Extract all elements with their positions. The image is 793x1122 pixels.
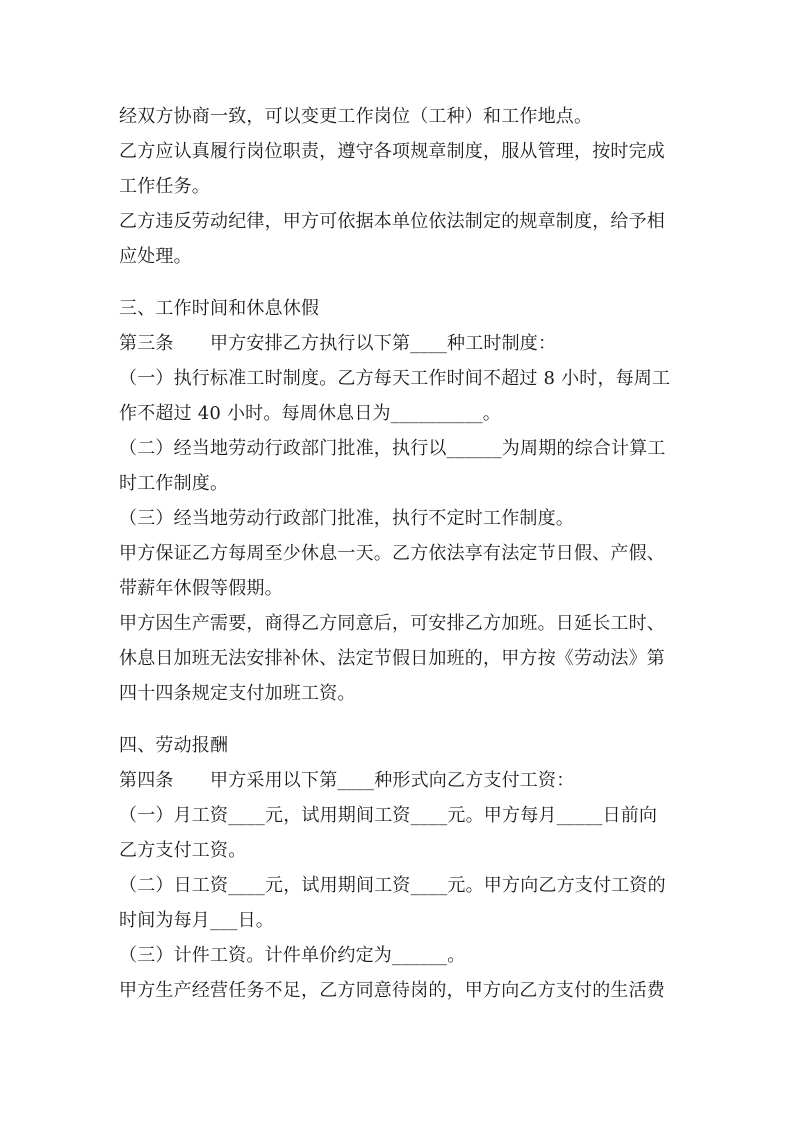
- paragraph-line: 甲方保证乙方每周至少休息一天。乙方依法享有法定节日假、产假、: [119, 543, 665, 564]
- paragraph-line: 休息日加班无法安排补休、法定节假日加班的，甲方按《劳动法》第: [119, 648, 665, 669]
- paragraph-line: 作不超过 40 小时。每周休息日为__________。: [119, 403, 501, 424]
- paragraph-line: （三）计件工资。计件单价约定为______。: [119, 945, 466, 966]
- paragraph-line: 乙方违反劳动纪律，甲方可依据本单位依法制定的规章制度，给予相: [119, 211, 665, 232]
- paragraph-line: 甲方因生产需要，商得乙方同意后，可安排乙方加班。日延长工时、: [119, 613, 665, 634]
- paragraph-line: 经双方协商一致，可以变更工作岗位（工种）和工作地点。: [119, 106, 593, 127]
- paragraph-line: 应处理。: [119, 246, 192, 267]
- article-4-line: 第四条 甲方采用以下第____种形式向乙方支付工资：: [119, 770, 575, 791]
- paragraph-line: （三）经当地劳动行政部门批准，执行不定时工作制度。: [119, 508, 574, 529]
- paragraph-line: 工作任务。: [119, 176, 210, 197]
- paragraph-line: 乙方应认真履行岗位职责，遵守各项规章制度，服从管理，按时完成: [119, 141, 665, 162]
- paragraph-line: 四十四条规定支付加班工资。: [119, 683, 356, 704]
- article-3-line: 第三条 甲方安排乙方执行以下第____种工时制度：: [119, 333, 557, 354]
- paragraph-line: （二）日工资____元，试用期间工资____元。甲方向乙方支付工资的: [119, 875, 666, 896]
- paragraph-line: 带薪年休假等假期。: [119, 578, 283, 599]
- section-heading-3: 三、工作时间和休息休假: [119, 298, 320, 319]
- paragraph-line: （一）月工资____元，试用期间工资____元。甲方每月_____日前向: [119, 805, 658, 826]
- paragraph-line: 乙方支付工资。: [119, 840, 247, 861]
- paragraph-line: 时间为每月___日。: [119, 910, 274, 931]
- section-heading-4: 四、劳动报酬: [119, 735, 229, 756]
- paragraph-line: 时工作制度。: [119, 473, 229, 494]
- paragraph-line: （二）经当地劳动行政部门批准，执行以______为周期的综合计算工: [119, 438, 666, 459]
- paragraph-line: 甲方生产经营任务不足，乙方同意待岗的，甲方向乙方支付的生活费: [119, 980, 665, 1001]
- paragraph-line: （一）执行标准工时制度。乙方每天工作时间不超过 8 小时，每周工: [119, 368, 671, 389]
